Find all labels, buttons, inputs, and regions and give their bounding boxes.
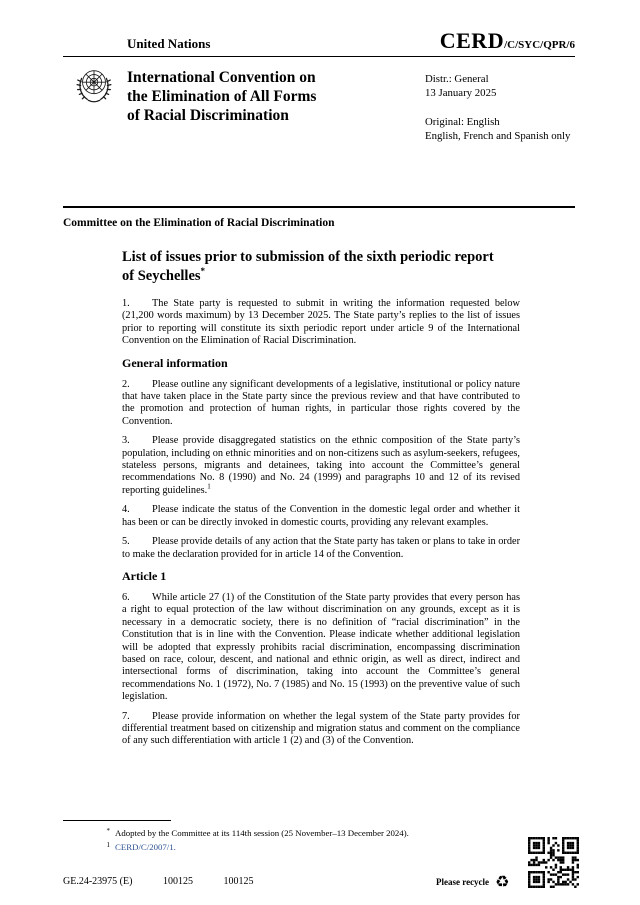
section-heading-article-1: Article 1 bbox=[122, 568, 167, 583]
paragraph-number: 6. bbox=[122, 591, 130, 603]
footnote-separator bbox=[63, 820, 171, 821]
paragraph-text: Please indicate the status of the Convention in the domestic legal order and whether it has been or can be directly invoked in domestic courts, providing any relevant examples. bbox=[122, 504, 520, 528]
paragraph-text: Please provide disaggregated statistics on the ethnic composition of the State party’s population, including on ethnic minorities and on non-citizens such as asylum-seekers, refugees, stateless persons, migrants and detainees, taking into account the Committee’s general recommendations No. 8 (1990) and No. 24 (1999) and paragraphs 10 and 12 of its revised reporting guidelines. bbox=[122, 435, 520, 496]
un-emblem-icon bbox=[73, 65, 115, 107]
footnote-text: Adopted by the Committee at its 114th session (25 November–13 December 2024). bbox=[115, 828, 409, 838]
document-reference-link[interactable]: CERD/C/2007/1. bbox=[115, 841, 176, 852]
ge-number: GE.24-23975 bbox=[63, 876, 118, 887]
distribution-block bbox=[425, 72, 585, 143]
committee-name: Committee on the Elimination of Racial Discrimination bbox=[63, 217, 335, 229]
document-body bbox=[122, 248, 520, 755]
paragraph-text: Please outline any significant developments of a legislative, institutional or policy nature that have taken place in the State party since the previous review and that have contributed to the promotion and protection of human rights, in particular those rights covered by the Convention. bbox=[122, 378, 520, 427]
convention-title bbox=[127, 68, 427, 125]
document-title-line1: List of issues prior to submission of the sixth periodic report bbox=[122, 249, 494, 265]
masthead-rule bbox=[63, 206, 575, 208]
original-language: Original: English bbox=[425, 116, 500, 128]
paragraph-2 bbox=[122, 379, 520, 429]
qr-code bbox=[528, 837, 579, 888]
org-name: United Nations bbox=[127, 36, 211, 51]
recycle-label: Please recycle bbox=[436, 877, 490, 887]
paragraph-text: While article 27 (1) of the Constitution of the State party provides that every person has a right to equal protection of the law without discrimination on any grounds, except as it is necessary in a democratic society, there is no definition of “racial discrimination” in the Constitution that is in line with the Convention. Please indicate whether additional legislation will be adopted that expressly prohibits racial discrimination, encompassing discrimination based on race, colour, descent, and national and ethnic origin, as well as direct, indirect and intersectional forms of discrimination, taking into account the Committee’s general recommendations No. 1 (1972), No. 7 (1985) and No. 15 (1993) on the preventive value of such legislation. bbox=[122, 591, 520, 703]
footnote-marker: * bbox=[106, 827, 110, 835]
paragraph-1 bbox=[122, 298, 520, 348]
footer-code: 100125 bbox=[223, 876, 254, 887]
paragraph-7 bbox=[122, 711, 520, 748]
paragraph-number: 7. bbox=[122, 710, 130, 722]
paragraph-number: 3. bbox=[122, 435, 130, 447]
header-rule bbox=[63, 56, 575, 57]
paragraph-text: Please provide information on whether the legal system of the State party provides for differential treatment based on citizenship and migration status and comment on the compliance of any such differentiation with article 1 (2) and (3) of the Convention. bbox=[122, 710, 520, 747]
paragraph-number: 5. bbox=[122, 536, 130, 548]
paragraph-number: 2. bbox=[122, 378, 130, 390]
paragraph-number: 1. bbox=[122, 298, 130, 309]
footnote-reference-1: 1 bbox=[207, 482, 211, 491]
recycle-icon: ♻ bbox=[495, 874, 510, 891]
footnote-1 bbox=[98, 840, 528, 854]
footnotes bbox=[98, 826, 528, 853]
convention-title-line: the Elimination of All Forms bbox=[127, 88, 317, 105]
paragraph-text: Please provide details of any action that the State party has taken or plans to take in order to make the declaration provided for in article 14 of the Convention. bbox=[122, 536, 520, 560]
title-footnote-marker: * bbox=[200, 266, 206, 277]
document-title bbox=[122, 248, 520, 286]
distr-type: Distr.: General bbox=[425, 73, 489, 85]
document-symbol-suffix: /C/SYC/QPR/6 bbox=[504, 39, 575, 51]
convention-title-line: of Racial Discrimination bbox=[127, 107, 289, 124]
footnote-star bbox=[98, 826, 528, 840]
paragraph-text: The State party is requested to submit in writing the information requested below (21,200 words maximum) by 13 December 2025. The State party’s replies to the list of issues prior to reporting will constitute its sixth periodic report under article 9 of the International Convention on the Elimination of Racial Discrimination. bbox=[122, 298, 520, 347]
distr-date: 13 January 2025 bbox=[425, 87, 497, 99]
footer-document-number bbox=[63, 876, 253, 887]
section-heading-general-information: General information bbox=[122, 355, 228, 370]
paragraph-6 bbox=[122, 592, 520, 704]
language-code: (E) bbox=[119, 876, 133, 887]
recycle-notice bbox=[436, 872, 509, 892]
document-title-line2: of Seychelles bbox=[122, 268, 201, 284]
paragraph-4 bbox=[122, 504, 520, 529]
document-symbol-acronym: CERD bbox=[439, 28, 505, 53]
page-header bbox=[63, 28, 575, 54]
document-symbol bbox=[440, 28, 575, 54]
paragraph-5 bbox=[122, 536, 520, 561]
footnote-marker: 1 bbox=[106, 840, 110, 849]
footer-code: 100125 bbox=[162, 876, 193, 887]
available-languages: English, French and Spanish only bbox=[425, 130, 571, 142]
paragraph-3 bbox=[122, 435, 520, 497]
paragraph-number: 4. bbox=[122, 504, 130, 516]
convention-title-line: International Convention on bbox=[127, 69, 316, 86]
